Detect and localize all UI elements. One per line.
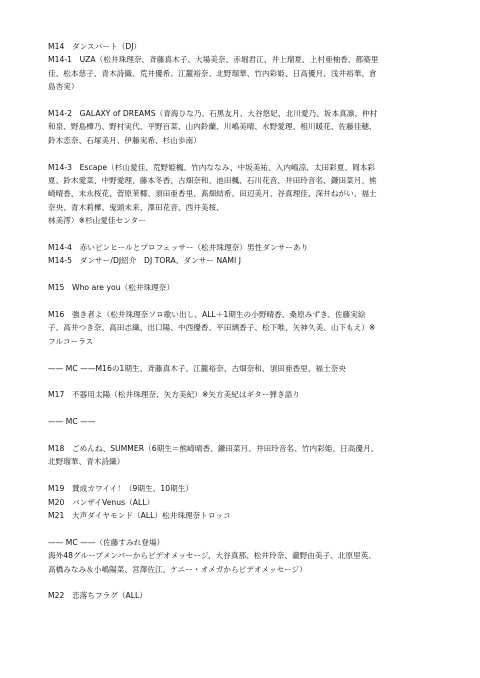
setlist-section-m19-m21 — [48, 482, 440, 522]
text-line: —— MC ——M16の1期生、斉藤真木子、江籠裕奈、古畑奈和、須田亜香里、福士奈央 — [48, 363, 347, 373]
setlist-text — [48, 40, 440, 603]
text-line: M22 恋落ちフラグ（ALL） — [48, 591, 147, 601]
setlist-section-m14-3 — [48, 161, 440, 228]
text-line: 奈央、青木莉樺、鬼頭未来、澤田花音、西井美桜、 — [48, 202, 224, 212]
text-line: 島杏実） — [48, 82, 79, 92]
text-line: M15 Who are you（松井珠理奈） — [48, 283, 175, 293]
setlist-section-m14-4 — [48, 241, 440, 268]
setlist-section-m14-2 — [48, 107, 440, 147]
text-line: M17 不器用太陽（松井珠理奈、矢方美紀）※矢方美紀はギター弾き語り — [48, 390, 301, 400]
text-line: M21 大声ダイヤモンド（ALL）松井珠理奈トロッコ — [48, 511, 231, 521]
text-line: M14-3 Escape（杉山愛佳、荒野姫楓、竹内ななみ、中坂美祐、入内嶋涼、太田彩夏、岡本彩 — [48, 162, 376, 172]
setlist-section-m18 — [48, 442, 440, 469]
text-line: 林美澪）※杉山愛佳センター — [48, 216, 146, 226]
setlist-section-m16 — [48, 308, 440, 348]
text-line: —— MC —— — [48, 417, 96, 427]
text-line: 崎晴香、末永桜花、菅原茉椰、須田亜香里、髙畑結希、田辺美月、谷真理佳、深井ねがい、福士 — [48, 189, 377, 199]
text-line: M16 強き者よ（松井珠理奈ソロ歌い出し、ALL＋1期生の小野晴香、桑原みずき、佐藤実絵 — [48, 310, 366, 320]
text-line: 海外48グループメンバーからビデオメッセージ、大谷真那、松井玲奈、瀧野由美子、北原里英、 — [48, 551, 377, 561]
text-line: 佳、松本慈子、青木詩織、荒井優希、江籠裕奈、北野瑠華、竹内彩姫、日高優月、浅井裕華、倉 — [48, 68, 377, 78]
text-line: 子、高井つき奈、高田志織、出口陽、中西優香、平田璃香子、松下唯、矢神久美、山下もえ）※ — [48, 323, 376, 333]
text-line: M14-4 赤いピンヒールとプロフェッサー（松井珠理奈）男性ダンサーあり — [48, 243, 309, 253]
text-line: M14-5 ダンサー/DJ紹介 DJ TORA、ダンサー NAMI J — [48, 256, 242, 266]
text-line: 北野瑠華、青木詩織） — [48, 457, 125, 467]
text-line: —— MC ——（佐藤すみれ登場） — [48, 537, 165, 547]
text-line: フルコーラス — [48, 336, 94, 346]
setlist-section-m17 — [48, 388, 440, 401]
setlist-section-m22 — [48, 589, 440, 602]
text-line: M14-2 GALAXY of DREAMS（青海ひな乃、石黒友月、大谷悠妃、北川愛乃、坂本真凛、仲村 — [48, 109, 378, 119]
setlist-section-m15 — [48, 281, 440, 294]
setlist-section-m14-1 — [48, 40, 440, 94]
text-line: 和泉、野島樺乃、野村実代、平野百菜、山内鈴蘭、川嶋美晴、水野愛理、相川暖花、佐藤佳穂、 — [48, 122, 377, 132]
mc-section-3 — [48, 536, 440, 576]
text-line: 夏、鈴木愛菜、中野愛理、藤本冬香、古畑奈和、池田楓、石川花音、井田玲音名、鎌田菜月、熊 — [48, 176, 377, 186]
mc-section-2 — [48, 415, 440, 428]
text-line: M14-1 UZA（松井珠理奈、斉藤真木子、大場美奈、赤堀君江、井上瑠夏、上村亜柚香、都築里 — [48, 55, 379, 65]
text-line: 高橋みなみ＆小嶋陽菜、宮澤佐江、ケニー・オメガからビデオメッセージ） — [48, 564, 307, 574]
text-line: M18 ごめんね、SUMMER（6期生＝熊崎晴香、鎌田菜月、井田玲音名、竹内彩姫、日高優月、 — [48, 444, 379, 454]
text-line: M14 ダンスパート（DJ） — [48, 42, 142, 51]
text-line: M20 バンザイVenus（ALL） — [48, 497, 155, 507]
text-line: 鈴木恋奈、石塚美月、伊藤実希、杉山歩南） — [48, 135, 201, 145]
mc-section-1 — [48, 362, 440, 375]
text-line: M19 賛成カワイイ！（9期生、10期生） — [48, 484, 194, 494]
